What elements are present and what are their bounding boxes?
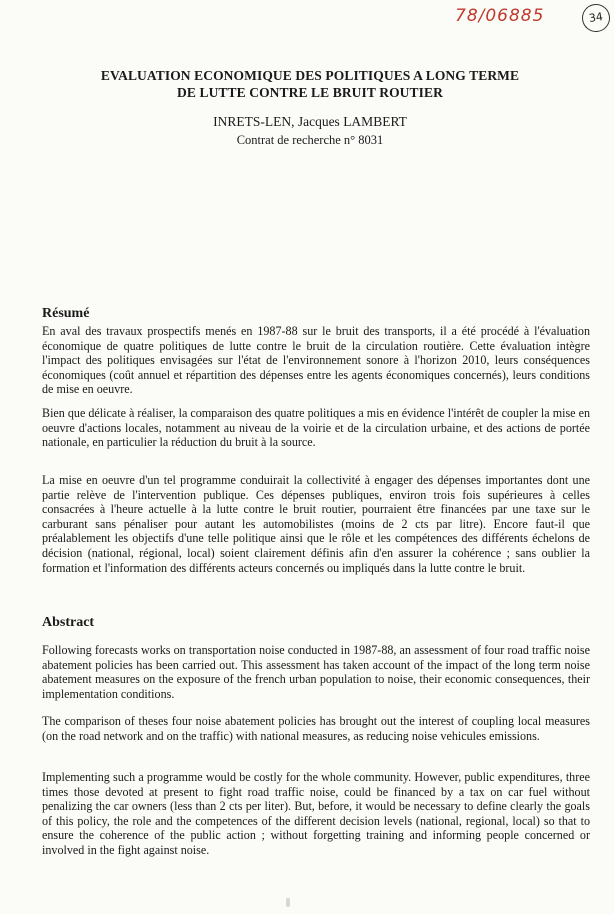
resume-heading: Résumé <box>42 306 90 321</box>
document-title <box>40 67 580 101</box>
scan-mark <box>286 898 290 907</box>
abstract-paragraph-3: Implementing such a programme would be costly for the whole community. However, public expenditures, three times those devoted at present to fight road traffic noise, could be financed by a tax on car fuel without penalizing the car owners (less than 2 cts per liter). But, before, it would be necessary to define clearly the goals of this policy, the role and the competences of the different decision levels (national, regional, local) so that to ensure the coherence of the public action ; without forgetting training and informing people concerned or involved in the fight against noise. <box>42 770 590 857</box>
abstract-heading: Abstract <box>42 615 95 630</box>
resume-paragraph-1: En aval des travaux prospectifs menés en 1987-88 sur le bruit des transports, il a été procédé à l'évaluation économique de quatre politiques de lutte contre le bruit de la circulation routière. Cette évaluation intègre l'impact des politiques envisagées sur l'état de l'environnement sonore à l'horizon 2010, leurs conséquences économiques (coût annuel et répartition des dépenses entre les agents économiques concernés), leurs conditions de mise en oeuvre. <box>42 324 590 397</box>
handwritten-reference: 78/06885 <box>455 6 545 26</box>
abstract-paragraph-1: Following forecasts works on transportation noise conducted in 1987-88, an assessment of four road traffic noise abatement policies has been carried out. This assessment has taken account of the impact of the long term noise abatement measures on the exposure of the french urban population to noise, their economic consequences, their implementation conditions. <box>42 643 590 701</box>
title-line-1: EVALUATION ECONOMIQUE DES POLITIQUES A LONG TERME <box>100 68 520 83</box>
resume-paragraph-3: La mise en oeuvre d'un tel programme conduirait la collectivité à engager des dépenses importantes dont une partie relève de l'intervention publique. Ces dépenses publiques, environ trois fois supérieures à celles consacrées à l'heure actuelle à la lutte contre le bruit routier, pourraient être financées par une taxe sur le carburant sans pénaliser pour autant les automobilistes (moins de 2 cts par litre). Encore faut-il que préalablement les objectifs d'une telle politique ainsi que le rôle et les compétences des différents échelons de décision (national, régional, local) soient clairement définis afin d'en assurer la cohérence ; sans oublier la formation et l'information des différents acteurs concernés ou impliqués dans la lutte contre le bruit. <box>42 473 590 575</box>
contract-number: Contrat de recherche n° 8031 <box>236 133 384 147</box>
title-line-2: DE LUTTE CONTRE LE BRUIT ROUTIER <box>177 85 443 100</box>
page-number: 34 <box>580 2 612 34</box>
resume-paragraph-2: Bien que délicate à réaliser, la comparaison des quatre politiques a mis en évidence l'intérêt de coupler la mise en oeuvre d'actions locales, notamment au niveau de la voirie et de la circulation urbaine, et des actions de portée nationale, en particulier la réduction du bruit à la source. <box>42 406 590 450</box>
author-line: INRETS-LEN, Jacques LAMBERT <box>213 114 407 129</box>
abstract-paragraph-2: The comparison of theses four noise abatement policies has brought out the interest of coupling local measures (on the road network and on the traffic) with national measures, as reducing noise vehicules emissions. <box>42 714 590 743</box>
